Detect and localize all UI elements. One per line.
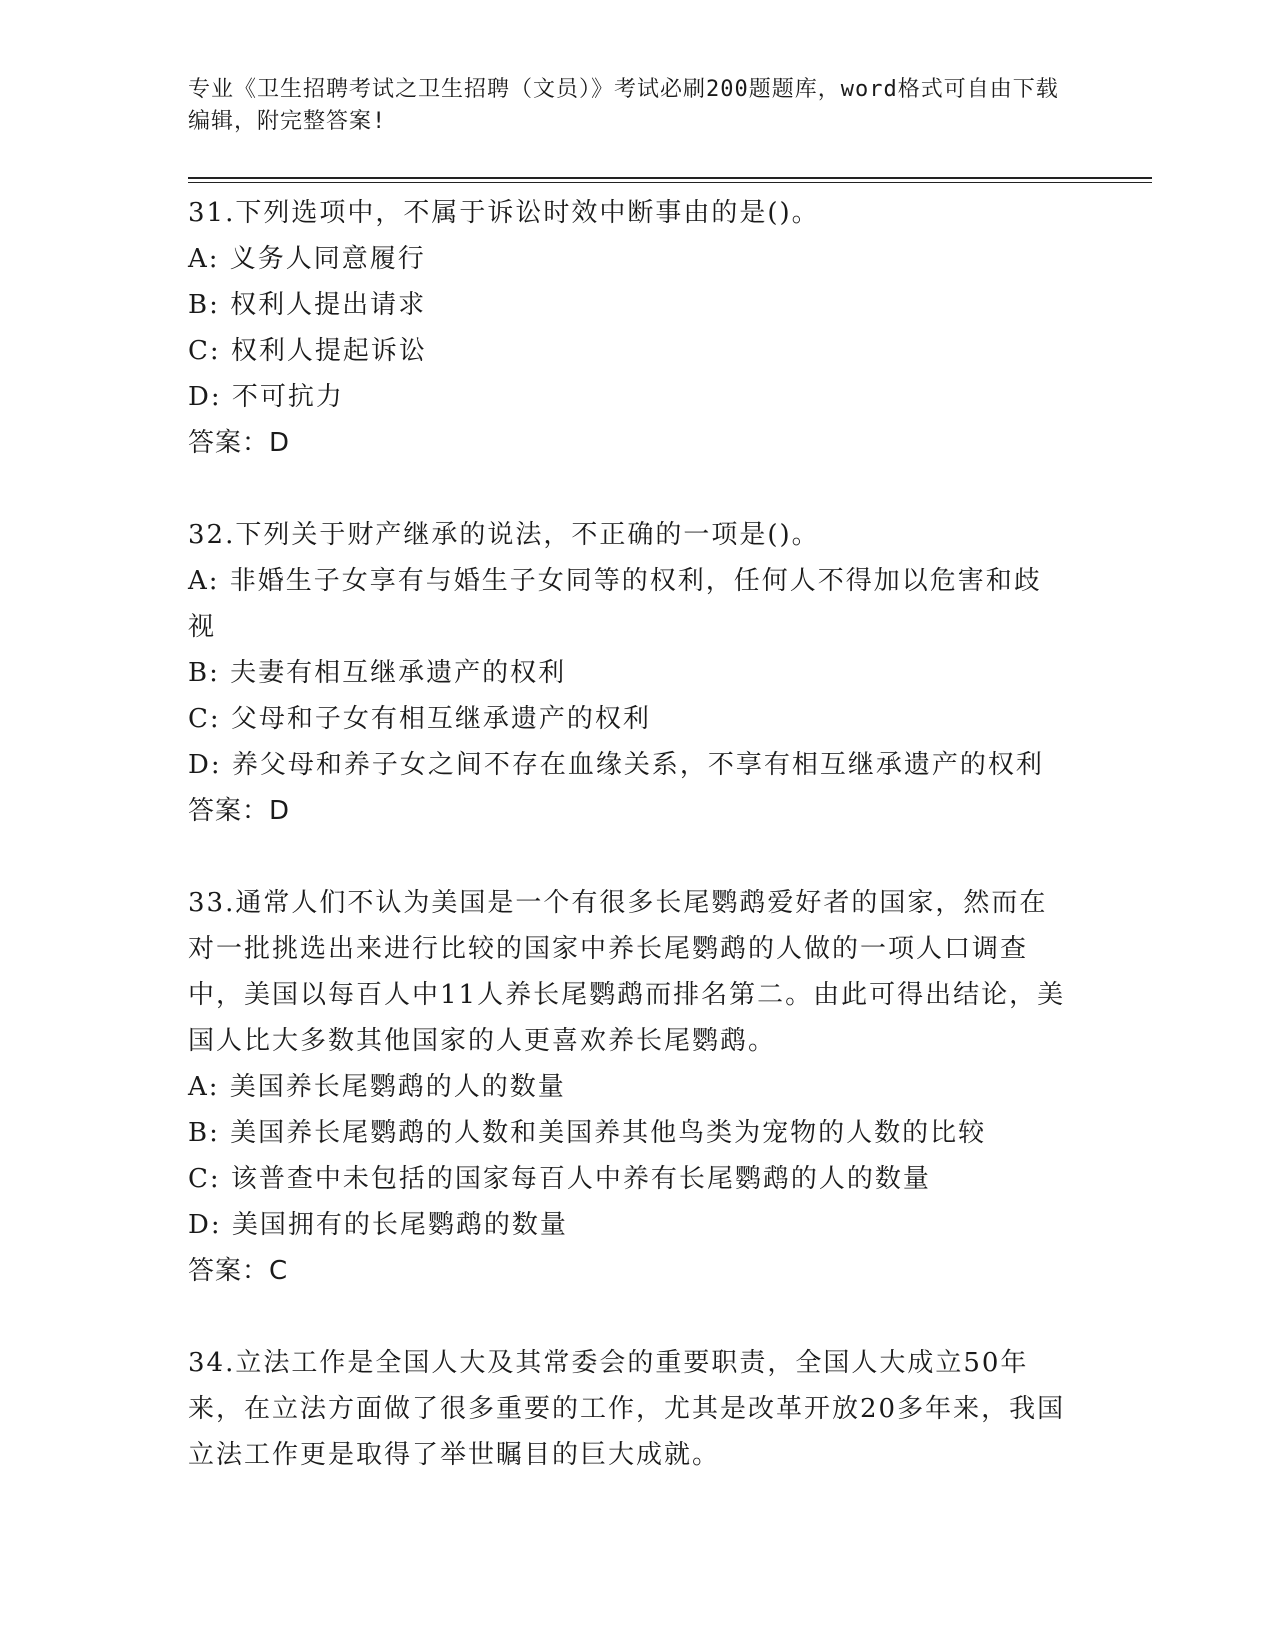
option-d: D: 美国拥有的长尾鹦鹉的数量 [188, 1210, 568, 1240]
question-stem: 33.通常人们不认为美国是一个有很多长尾鹦鹉爱好者的国家，然而在对一批挑选出来进行比较的国家中养长尾鹦鹉的人做的一项人口调查中，美国以每百人中11人养长尾鹦鹉而排名第二。由此可得出结论，美国人比大多数其他国家的人更喜欢养长尾鹦鹉。 [188, 888, 1066, 1056]
option-d: D: 不可抗力 [188, 382, 344, 412]
option-a: A: 非婚生子女享有与婚生子女同等的权利，任何人不得加以危害和歧视 [188, 566, 1042, 642]
question-stem: 31.下列选项中，不属于诉讼时效中断事由的是()。 [188, 198, 820, 228]
header-rule-thick [188, 177, 1152, 179]
document-header: 专业《卫生招聘考试之卫生招聘（文员）》考试必刷200题题库，word格式可自由下载编辑，附完整答案! [188, 77, 1059, 134]
question-33 [188, 880, 1068, 1294]
question-34 [188, 1340, 1068, 1478]
option-c: C: 父母和子女有相互继承遗产的权利 [188, 704, 651, 734]
header-rule-thin [188, 182, 1152, 183]
question-list [188, 190, 1068, 1524]
answer: 答案：D [188, 796, 291, 826]
option-d: D: 养父母和养子女之间不存在血缘关系，不享有相互继承遗产的权利 [188, 750, 1044, 780]
option-c: C: 该普查中未包括的国家每百人中养有长尾鹦鹉的人的数量 [188, 1164, 931, 1194]
question-stem: 34.立法工作是全国人大及其常委会的重要职责，全国人大成立50年来，在立法方面做了很多重要的工作，尤其是改革开放20多年来，我国立法工作更是取得了举世瞩目的巨大成就。 [188, 1348, 1066, 1470]
option-a: A: 美国养长尾鹦鹉的人的数量 [188, 1072, 566, 1102]
option-b: B: 美国养长尾鹦鹉的人数和美国养其他鸟类为宠物的人数的比较 [188, 1118, 987, 1148]
question-32 [188, 512, 1068, 834]
option-b: B: 权利人提出请求 [188, 290, 427, 320]
answer: 答案：D [188, 428, 291, 458]
option-c: C: 权利人提起诉讼 [188, 336, 427, 366]
answer: 答案：C [188, 1256, 289, 1286]
question-31 [188, 190, 1068, 466]
question-stem: 32.下列关于财产继承的说法，不正确的一项是()。 [188, 520, 820, 550]
option-b: B: 夫妻有相互继承遗产的权利 [188, 658, 567, 688]
option-a: A: 义务人同意履行 [188, 244, 426, 274]
